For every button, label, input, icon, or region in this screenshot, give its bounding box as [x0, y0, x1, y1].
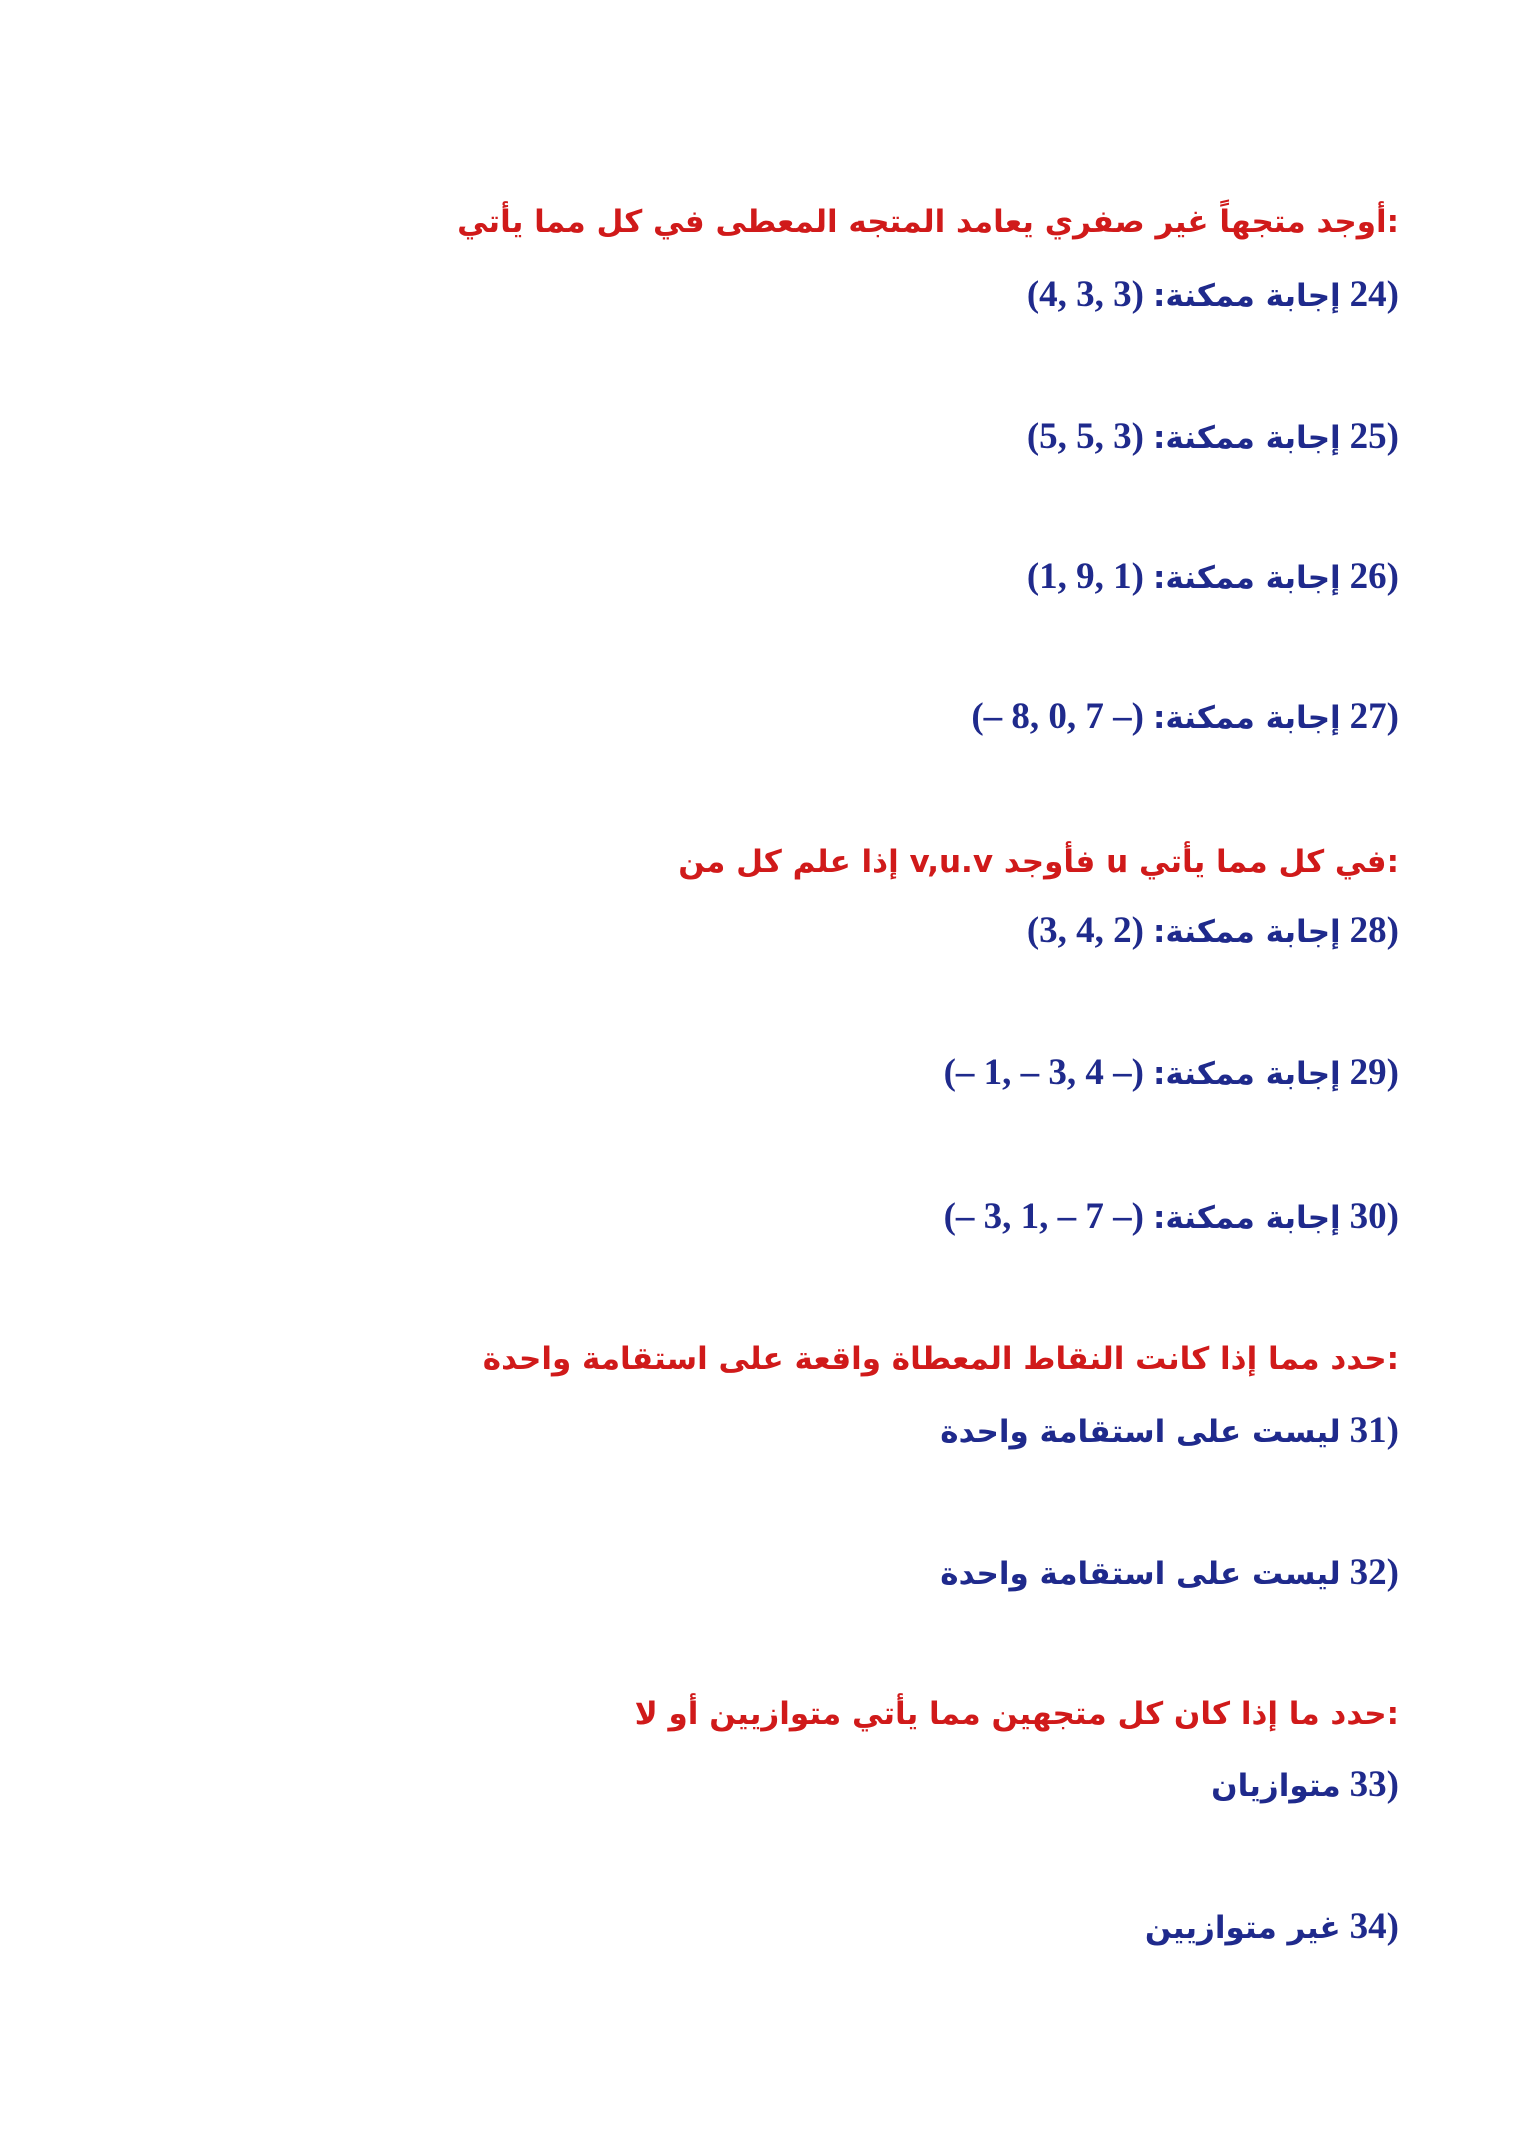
answer-label: إجابة ممكنة:	[1152, 1200, 1341, 1236]
answer-24	[1027, 270, 1399, 320]
answer-vector: (– 3, 1, – 7 –)	[943, 1196, 1144, 1237]
question-number: (31	[1349, 1410, 1399, 1451]
answer-vector: (5, 5, 3)	[1026, 416, 1144, 457]
answer-27	[971, 692, 1399, 742]
question-number: (27	[1349, 696, 1399, 737]
question-number: (32	[1349, 1552, 1399, 1593]
answer-text: غير متوازيين	[1144, 1910, 1341, 1946]
question-number: (28	[1349, 910, 1399, 951]
answer-26	[1027, 552, 1399, 602]
answer-vector: (4, 3, 3)	[1026, 274, 1144, 315]
answer-28	[1027, 906, 1399, 956]
answer-31	[940, 1406, 1399, 1456]
answer-33	[1211, 1760, 1399, 1810]
answer-vector: (– 1, – 3, 4 –)	[943, 1052, 1144, 1093]
answer-label: إجابة ممكنة:	[1152, 700, 1341, 736]
answer-text: ليست على استقامة واحدة	[940, 1556, 1341, 1592]
section-heading-dot-product: إذا علم كل من v,u.v فأوجد u في كل مما يأتي:	[678, 844, 1399, 880]
question-number: (26	[1349, 556, 1399, 597]
question-number: (24	[1349, 274, 1399, 315]
answer-label: إجابة ممكنة:	[1152, 560, 1341, 596]
answer-32	[940, 1548, 1399, 1598]
section-heading-collinear: حدد مما إذا كانت النقاط المعطاة واقعة على استقامة واحدة:	[482, 1341, 1399, 1377]
answer-25	[1027, 412, 1399, 462]
answer-34	[1145, 1902, 1399, 1952]
question-number: (33	[1349, 1764, 1399, 1805]
answer-30	[944, 1192, 1399, 1242]
answer-label: إجابة ممكنة:	[1152, 1056, 1341, 1092]
section-heading-parallel: حدد ما إذا كان كل متجهين مما يأتي متوازيين أو لا:	[634, 1696, 1399, 1732]
answer-label: إجابة ممكنة:	[1152, 914, 1341, 950]
question-number: (34	[1349, 1906, 1399, 1947]
answer-label: إجابة ممكنة:	[1152, 420, 1341, 456]
answer-29	[944, 1048, 1399, 1098]
section-heading-perpendicular: أوجد متجهاً غير صفري يعامد المتجه المعطى في كل مما يأتي:	[457, 204, 1399, 240]
answer-vector: (3, 4, 2)	[1026, 910, 1144, 951]
question-number: (30	[1349, 1196, 1399, 1237]
answer-label: إجابة ممكنة:	[1152, 278, 1341, 314]
answer-text: ليست على استقامة واحدة	[940, 1414, 1341, 1450]
answer-vector: (– 8, 0, 7 –)	[971, 696, 1144, 737]
answer-vector: (1, 9, 1)	[1026, 556, 1144, 597]
question-number: (29	[1349, 1052, 1399, 1093]
answer-text: متوازيان	[1211, 1768, 1341, 1804]
question-number: (25	[1349, 416, 1399, 457]
